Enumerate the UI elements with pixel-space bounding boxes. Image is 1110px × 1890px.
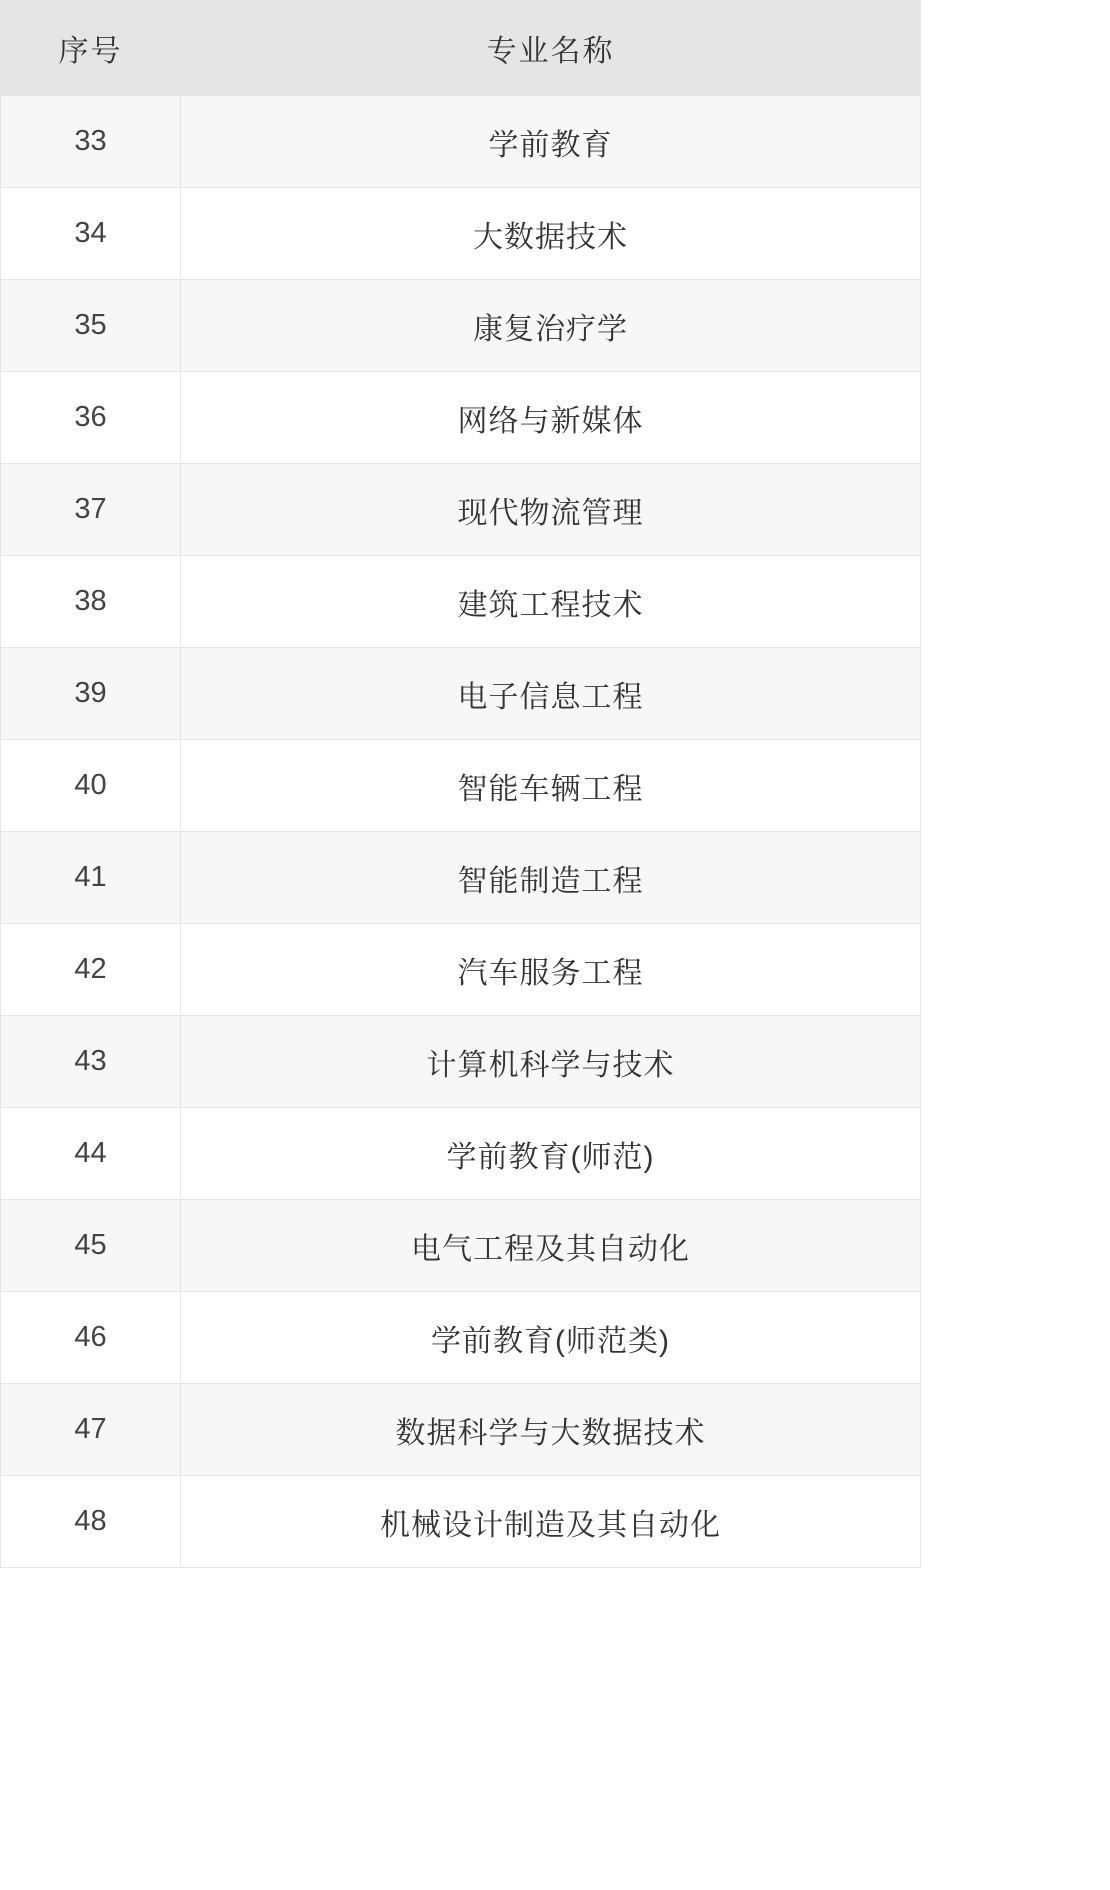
- row-major-name-cell: 网络与新媒体: [181, 372, 921, 464]
- table-row: [1, 648, 921, 740]
- table-row: [1, 1016, 921, 1108]
- row-index-cell: 46: [1, 1292, 181, 1384]
- row-index-cell: 43: [1, 1016, 181, 1108]
- table-row: [1, 372, 921, 464]
- row-major-name-cell: 智能制造工程: [181, 832, 921, 924]
- table-header-row: [1, 1, 921, 96]
- table-row: [1, 1384, 921, 1476]
- row-index-cell: 36: [1, 372, 181, 464]
- row-major-name-cell: 数据科学与大数据技术: [181, 1384, 921, 1476]
- row-index-cell: 44: [1, 1108, 181, 1200]
- row-index-cell: 39: [1, 648, 181, 740]
- row-major-name-cell: 电子信息工程: [181, 648, 921, 740]
- row-major-name-cell: 大数据技术: [181, 188, 921, 280]
- table-row: [1, 924, 921, 1016]
- table-row: [1, 556, 921, 648]
- row-index-cell: 48: [1, 1476, 181, 1568]
- row-major-name-cell: 汽车服务工程: [181, 924, 921, 1016]
- table-row: [1, 1292, 921, 1384]
- row-index-cell: 33: [1, 96, 181, 188]
- row-major-name-cell: 现代物流管理: [181, 464, 921, 556]
- row-major-name-cell: 学前教育: [181, 96, 921, 188]
- row-index-cell: 47: [1, 1384, 181, 1476]
- row-index-cell: 38: [1, 556, 181, 648]
- table-body: [1, 96, 921, 1568]
- table-row: [1, 280, 921, 372]
- table-row: [1, 1476, 921, 1568]
- row-index-cell: 42: [1, 924, 181, 1016]
- row-index-cell: 35: [1, 280, 181, 372]
- row-major-name-cell: 机械设计制造及其自动化: [181, 1476, 921, 1568]
- table-row: [1, 96, 921, 188]
- row-major-name-cell: 建筑工程技术: [181, 556, 921, 648]
- table-header: [1, 1, 921, 96]
- table-row: [1, 1108, 921, 1200]
- table-row: [1, 832, 921, 924]
- row-major-name-cell: 康复治疗学: [181, 280, 921, 372]
- row-index-cell: 37: [1, 464, 181, 556]
- table-row: [1, 1200, 921, 1292]
- table-row: [1, 464, 921, 556]
- row-major-name-cell: 智能车辆工程: [181, 740, 921, 832]
- column-header-name: 专业名称: [181, 1, 921, 96]
- table-row: [1, 188, 921, 280]
- row-major-name-cell: 学前教育(师范类): [181, 1292, 921, 1384]
- row-index-cell: 34: [1, 188, 181, 280]
- row-index-cell: 40: [1, 740, 181, 832]
- row-major-name-cell: 计算机科学与技术: [181, 1016, 921, 1108]
- table-row: [1, 740, 921, 832]
- row-major-name-cell: 学前教育(师范): [181, 1108, 921, 1200]
- row-index-cell: 45: [1, 1200, 181, 1292]
- column-header-index: 序号: [1, 1, 181, 96]
- row-major-name-cell: 电气工程及其自动化: [181, 1200, 921, 1292]
- row-index-cell: 41: [1, 832, 181, 924]
